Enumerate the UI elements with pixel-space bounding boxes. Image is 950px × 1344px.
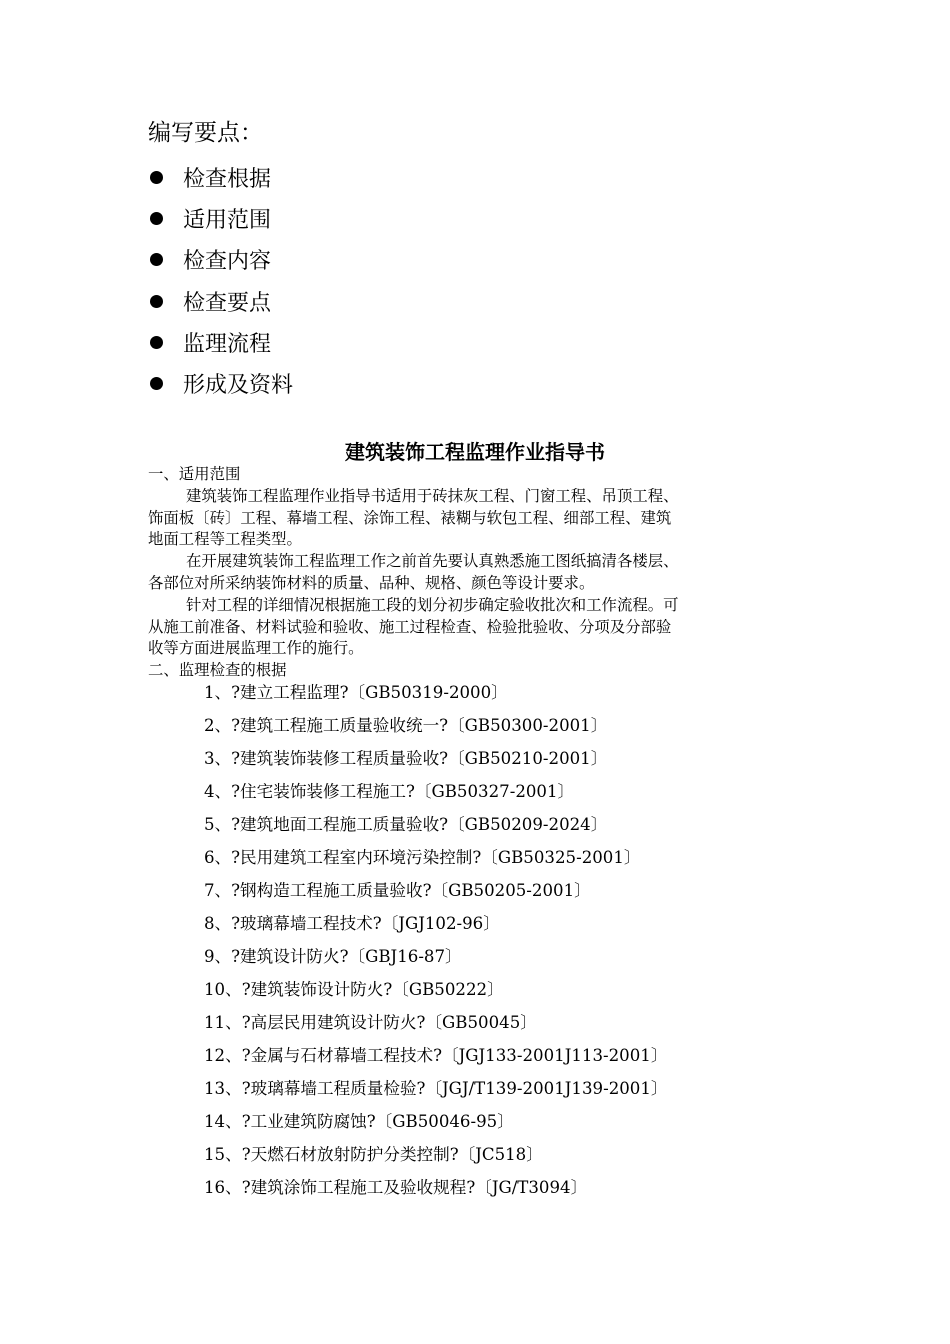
outline-item-label: 检查内容 bbox=[183, 249, 272, 275]
reference-item: 12、?金属与石材幕墙工程技术?〔JGJ133-2001J113-2001〕 bbox=[204, 1046, 668, 1065]
bullet-icon bbox=[150, 377, 163, 390]
reference-item: 3、?建筑装饰装修工程质量验收?〔GB50210-2001〕 bbox=[204, 749, 608, 768]
outline-list bbox=[148, 157, 293, 404]
bullet-icon bbox=[150, 253, 163, 266]
document-body bbox=[148, 464, 800, 682]
outline-item bbox=[148, 157, 293, 198]
outline-item-label: 形成及资料 bbox=[183, 373, 294, 399]
outline-item-label: 检查要点 bbox=[183, 290, 272, 316]
bullet-icon bbox=[150, 295, 163, 308]
paragraph-line: 在开展建筑装饰工程监理工作之前首先要认真熟悉施工图纸搞清各楼层、 bbox=[186, 552, 679, 571]
outline-item bbox=[148, 363, 293, 404]
outline-item-label: 检查根据 bbox=[183, 167, 272, 193]
outline-item-label: 适用范围 bbox=[183, 208, 272, 234]
bullet-icon bbox=[150, 336, 163, 349]
reference-item: 2、?建筑工程施工质量验收统一?〔GB50300-2001〕 bbox=[204, 716, 608, 735]
paragraph-line: 建筑装饰工程监理作业指导书适用于砖抹灰工程、门窗工程、吊顶工程、 bbox=[186, 486, 679, 505]
reference-item: 1、?建立工程监理?〔GB50319-2000〕 bbox=[204, 683, 508, 702]
paragraph-line: 从施工前准备、材料试验和验收、施工过程检查、检验批验收、分项及分部验 bbox=[148, 617, 672, 636]
reference-item: 10、?建筑装饰设计防火?〔GB50222〕 bbox=[204, 980, 504, 999]
reference-item: 7、?钢构造工程施工质量验收?〔GB50205-2001〕 bbox=[204, 881, 591, 900]
paragraph-line: 收等方面进展监理工作的施行。 bbox=[148, 639, 364, 658]
section-heading: 一、适用范围 bbox=[148, 465, 241, 483]
reference-item: 6、?民用建筑工程室内环境污染控制?〔GB50325-2001〕 bbox=[204, 848, 641, 867]
paragraph-line: 针对工程的详细情况根据施工段的划分初步确定验收批次和工作流程。可 bbox=[186, 595, 679, 614]
bullet-icon bbox=[150, 212, 163, 225]
section-heading: 二、监理检查的根据 bbox=[148, 661, 287, 680]
outline-heading: 编写要点： bbox=[148, 120, 263, 146]
reference-item: 8、?玻璃幕墙工程技术?〔JGJ102-96〕 bbox=[204, 914, 500, 933]
reference-item: 11、?高层民用建筑设计防火?〔GB50045〕 bbox=[204, 1013, 537, 1032]
outline-item bbox=[148, 198, 293, 239]
paragraph-line: 地面工程等工程类型。 bbox=[148, 530, 302, 549]
outline-item-label: 监理流程 bbox=[183, 331, 272, 357]
paragraph-line: 各部位对所采纳装饰材料的质量、品种、规格、颜色等设计要求。 bbox=[148, 573, 595, 592]
paragraph bbox=[148, 486, 800, 551]
reference-item: 5、?建筑地面工程施工质量验收?〔GB50209-2024〕 bbox=[204, 815, 608, 834]
reference-item: 4、?住宅装饰装修工程施工?〔GB50327-2001〕 bbox=[204, 782, 575, 801]
reference-item: 15、?天燃石材放射防护分类控制?〔JC518〕 bbox=[204, 1145, 543, 1164]
reference-item: 16、?建筑涂饰工程施工及验收规程?〔JG/T3094〕 bbox=[204, 1178, 588, 1197]
reference-list bbox=[204, 676, 668, 1204]
paragraph-line: 饰面板〔砖〕工程、幕墙工程、涂饰工程、裱糊与软包工程、细部工程、建筑 bbox=[148, 508, 672, 527]
outline-item bbox=[148, 281, 293, 322]
paragraph bbox=[148, 595, 800, 660]
reference-item: 14、?工业建筑防腐蚀?〔GB50046-95〕 bbox=[204, 1112, 514, 1131]
outline-item bbox=[148, 239, 293, 280]
reference-item: 13、?玻璃幕墙工程质量检验?〔JGJ/T139-2001J139-2001〕 bbox=[204, 1079, 668, 1098]
paragraph bbox=[148, 551, 800, 595]
reference-item: 9、?建筑设计防火?〔GBJ16-87〕 bbox=[204, 947, 462, 966]
bullet-icon bbox=[150, 171, 163, 184]
document-title: 建筑装饰工程监理作业指导书 bbox=[345, 440, 605, 464]
outline-item bbox=[148, 322, 293, 363]
